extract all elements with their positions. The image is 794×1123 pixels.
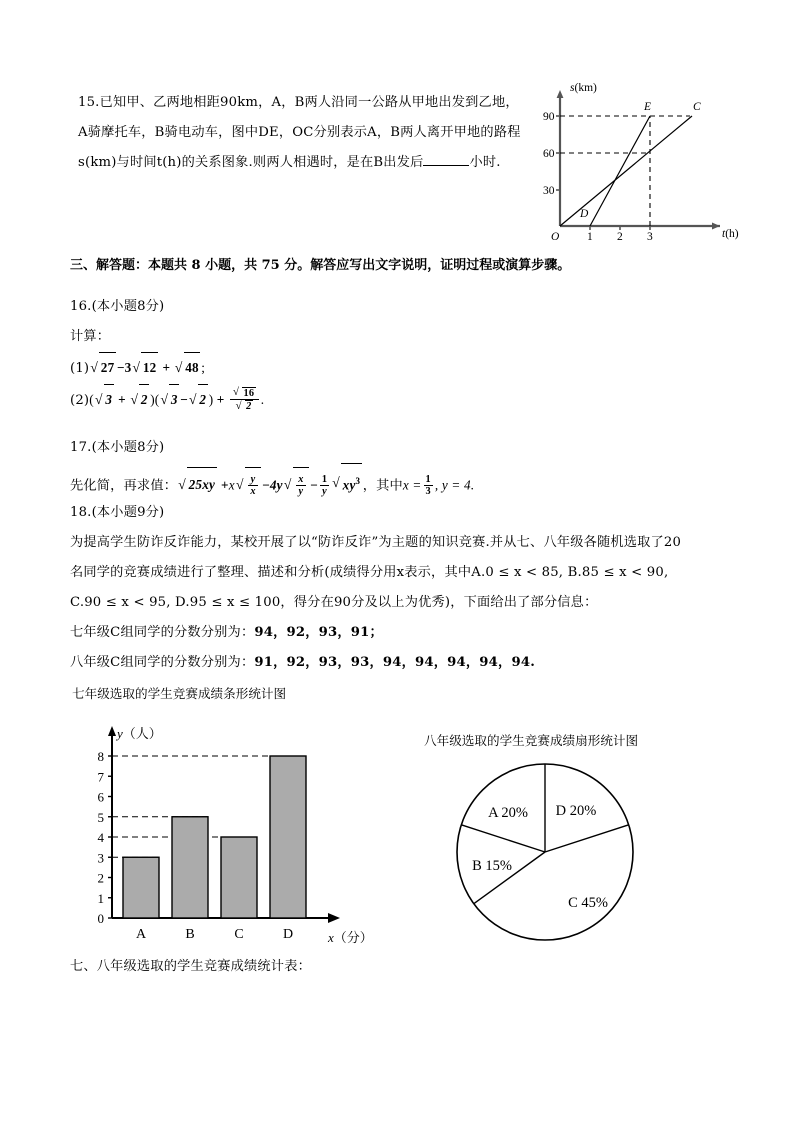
q17-frac3-den: y xyxy=(322,485,327,497)
bar-A xyxy=(123,857,159,918)
bar-ytick-label-8: 8 xyxy=(97,749,104,764)
q17-sqrt-xy3-radicand xyxy=(341,463,362,502)
q18-grade7-c-label: 七年级C组同学的分数分别为： xyxy=(70,625,255,640)
q16-paren-open-1: ( xyxy=(89,392,94,407)
question-15-text xyxy=(78,88,538,178)
q17-given-x-den: 3 xyxy=(425,485,431,497)
bar-chart-title: 七年级选取的学生竞赛成绩条形统计图 xyxy=(72,686,287,701)
st-graph-svg xyxy=(540,76,740,241)
q17-given-x-num: 1 xyxy=(425,473,431,485)
radical-sign-icon: √ xyxy=(132,359,141,375)
q17-given-y: , y = 4. xyxy=(434,477,475,493)
q16-sqrt-16 xyxy=(233,387,256,399)
q16-sqrt-2b xyxy=(189,384,208,415)
q18-grade8-c-scores: 91，92，93，93，94，94，94，94，94. xyxy=(254,655,535,670)
q16-sqrt-27 xyxy=(90,352,116,383)
q16-fraction-sqrt16-over-sqrt2 xyxy=(230,387,259,412)
q16-number: 16.(本小题8分) xyxy=(70,299,165,314)
q17-minus-1: − xyxy=(262,477,270,493)
q17-fraction-y-over-x xyxy=(248,474,257,497)
bar-y-tick-labels xyxy=(98,749,105,926)
q16-sqrt-2a xyxy=(130,384,149,415)
q18-grade8-c-label: 八年级C组同学的分数分别为： xyxy=(70,655,255,670)
st-ytick-label-90: 90 xyxy=(543,111,555,123)
radical-sign-icon: √ xyxy=(174,359,183,375)
q18-number: 18.(本小题9分) xyxy=(70,505,165,520)
q16-paren-close-2: ) xyxy=(208,392,214,407)
bar-xtick-label-A: A xyxy=(135,927,147,942)
q15-line-2: A骑摩托车，B骑电动车，图中DE，OC分别表示A，B两人离开甲地的路程 xyxy=(78,125,521,140)
q17-number: 17.(本小题8分) xyxy=(70,440,165,455)
q17-frac2-den: y xyxy=(298,485,304,497)
grade7-bar-chart-figure xyxy=(70,712,380,950)
radical-sign-icon: √ xyxy=(233,386,240,399)
st-xlabel: t(h) xyxy=(722,228,739,240)
bar-ytick-label-2: 2 xyxy=(97,870,104,886)
q16-sqrt-3a-radicand: 3 xyxy=(104,384,114,415)
q15-line-3-tail: 小时. xyxy=(469,155,501,170)
q16-sqrt-3a xyxy=(95,384,114,415)
section-heading-line xyxy=(70,254,570,273)
question-17 xyxy=(70,433,474,503)
q15-answer-blank[interactable] xyxy=(423,153,469,166)
st-x-arrow xyxy=(712,223,720,230)
q17-var-x: x xyxy=(228,477,235,493)
q17-given-x: x = xyxy=(402,477,422,493)
q18-table-caption: 七、八年级选取的学生竞赛成绩统计表： xyxy=(70,959,311,974)
q17-frac2-num: x xyxy=(298,473,304,485)
q18-body-line-3: C.90 ≤ x < 95, D.95 ≤ x ≤ 100，得分在90分及以上为优秀)，下面给出了部分信息： xyxy=(70,595,598,610)
pie-label-D: D 20% xyxy=(555,803,597,819)
bar-xtick-label-C: C xyxy=(234,927,244,942)
q16-sqrt-12-radicand: 12 xyxy=(141,352,158,383)
q16-coef-3: 3 xyxy=(124,360,132,375)
radical-sign-icon: √ xyxy=(332,474,340,490)
radical-sign-icon: √ xyxy=(160,391,169,407)
q16-item-1-label: (1) xyxy=(70,361,90,376)
q16-plus-2: + xyxy=(114,392,130,407)
bar-ytick-label-7: 7 xyxy=(97,769,104,785)
st-y-arrow xyxy=(557,90,564,98)
st-line-DE xyxy=(590,116,650,226)
q16-sqrt-16-radicand: 16 xyxy=(243,388,255,400)
bar-ytick-label-1: 1 xyxy=(97,890,104,906)
q15-line-3-text: s(km)与时间t(h)的关系图象.则两人相遇时，是在B出发后 xyxy=(78,155,424,170)
st-point-label-C: C xyxy=(693,101,701,113)
st-origin-label: O xyxy=(551,231,560,241)
bar-xtick-label-D: D xyxy=(282,927,294,942)
q17-prompt: 先化简，再求值： xyxy=(70,478,178,494)
q16-sqrt-3b xyxy=(160,384,179,415)
grade8-pie-chart-figure xyxy=(430,755,660,950)
q17-minus-2: − xyxy=(310,477,318,493)
q17-plus-1: + xyxy=(217,477,229,493)
pie-label-A: A 20% xyxy=(488,805,528,821)
st-ylabel: s(km) xyxy=(570,82,597,94)
bar-ytick-label-3: 3 xyxy=(97,850,104,866)
radical-sign-icon: √ xyxy=(188,391,197,407)
radical-sign-icon: √ xyxy=(178,476,186,492)
q15-line-3 xyxy=(78,148,538,178)
q17-frac3-num: 1 xyxy=(321,473,328,485)
q15-line-1: 15.已知甲、乙两地相距90km，A，B两人沿同一公路从甲地出发到乙地， xyxy=(78,95,519,110)
table-caption-block xyxy=(70,952,311,982)
st-ytick-label-60: 60 xyxy=(543,148,555,160)
q16-item-2-label: (2) xyxy=(70,393,90,408)
bar-ytick-label-4: 4 xyxy=(97,830,104,845)
bar-y-axis-label: y（人） xyxy=(117,726,162,741)
radical-sign-icon: √ xyxy=(235,476,244,492)
section-heading-text: 本题共 8 小题，共 75 分。解答应写出文字说明，证明过程或演算步骤。 xyxy=(148,258,571,273)
radical-sign-icon: √ xyxy=(90,359,99,375)
q17-sqrt-xy3-base: xy xyxy=(342,477,356,493)
bar-C xyxy=(221,837,257,918)
section-heading xyxy=(70,254,570,273)
bar-ytick-label-6: 6 xyxy=(97,789,104,805)
q16-minus-2: − xyxy=(180,392,188,407)
q16-sqrt-2c-radicand: 2 xyxy=(246,401,252,413)
bar-chart-svg xyxy=(70,712,380,950)
bar-ytick-label-5: 5 xyxy=(97,809,104,825)
q17-sqrt-25xy-radicand: 25xy xyxy=(187,467,216,502)
q16-frac-numerator xyxy=(230,387,259,400)
st-xtick-label-1: 1 xyxy=(587,231,593,241)
q16-minus-1: − xyxy=(116,360,125,375)
bar-ytick-label-0: 0 xyxy=(97,911,104,926)
q17-frac1-den: x xyxy=(250,485,256,497)
q16-item-2 xyxy=(70,384,264,416)
q16-plus-3: + xyxy=(213,392,228,407)
q16-sqrt-48 xyxy=(175,352,201,383)
radical-sign-icon: √ xyxy=(130,391,139,407)
radical-sign-icon: √ xyxy=(283,476,292,492)
st-point-label-D: D xyxy=(580,208,589,220)
pie-chart-title: 八年级选取的学生竞赛成绩扇形统计图 xyxy=(424,733,639,748)
question-18 xyxy=(70,498,681,678)
q18-body-line-1: 为提高学生防诈反诈能力，某校开展了以“防诈反诈”为主题的知识竞赛.并从七、八年级各随机选取了20 xyxy=(70,535,682,550)
q18-body-line-2: 名同学的竞赛成绩进行了整理、描述和分析(成绩得分用x表示，其中A.0 ≤ x < 85, B.85 ≤ x < 90, xyxy=(70,565,669,580)
q18-grade7-c-line xyxy=(70,618,681,648)
pie-label-B: B 15% xyxy=(472,858,512,874)
q18-grade7-c-scores: 94，92，93，91； xyxy=(254,625,383,640)
q17-frac1-num: y xyxy=(248,474,257,486)
q16-paren-close-1: )( xyxy=(150,392,160,407)
q16-plus-1: + xyxy=(158,360,174,375)
st-xtick-label-2: 2 xyxy=(617,231,623,241)
q16-sqrt-27-radicand: 27 xyxy=(99,352,116,383)
q16-sqrt-2a-radicand: 2 xyxy=(139,384,149,415)
q16-item-1-tail: ; xyxy=(201,360,206,375)
question-16 xyxy=(70,292,264,416)
q17-sqrt-xy3-exponent: 3 xyxy=(355,476,361,486)
q17-sqrt-xy3 xyxy=(332,463,362,502)
q17-given-prefix: ，其中 xyxy=(362,478,403,494)
bar-x-axis-label: x（分） xyxy=(328,930,373,945)
bar-D xyxy=(270,756,306,918)
pie-chart-svg xyxy=(430,755,660,950)
q16-sqrt-2c xyxy=(236,400,253,412)
radical-sign-icon: √ xyxy=(235,399,242,412)
bar-x-arrow xyxy=(328,913,340,923)
q16-item-2-tail: . xyxy=(260,392,265,407)
radical-sign-icon: √ xyxy=(94,391,103,407)
q16-sqrt-3b-radicand: 3 xyxy=(169,384,179,415)
q16-frac-denominator xyxy=(230,400,259,412)
q16-item-1 xyxy=(70,352,264,384)
q16-prompt: 计算： xyxy=(70,329,111,344)
bar-B xyxy=(172,817,208,918)
q16-sqrt-48-radicand: 48 xyxy=(184,352,201,383)
q17-fraction-x-over-y xyxy=(296,474,305,497)
st-ytick-label-30: 30 xyxy=(543,185,555,197)
bar-y-arrow xyxy=(108,726,116,736)
bar-xtick-label-B: B xyxy=(185,927,195,942)
q16-sqrt-12 xyxy=(132,352,158,383)
q17-given-y-text: y = 4. xyxy=(441,477,475,493)
q17-fraction-one-third xyxy=(424,474,433,497)
q18-grade8-c-line xyxy=(70,648,681,678)
section-heading-prefix: 三、解答题： xyxy=(70,258,149,273)
st-xtick-label-3: 3 xyxy=(647,231,653,241)
st-graph-figure xyxy=(540,76,740,241)
q17-coef-4y: 4y xyxy=(269,477,283,493)
st-point-label-E: E xyxy=(644,101,652,113)
pie-label-C: C 45% xyxy=(568,895,608,911)
q17-fraction-one-over-y xyxy=(320,474,329,497)
bar-category-labels xyxy=(136,927,293,942)
q16-sqrt-2b-radicand: 2 xyxy=(198,384,208,415)
